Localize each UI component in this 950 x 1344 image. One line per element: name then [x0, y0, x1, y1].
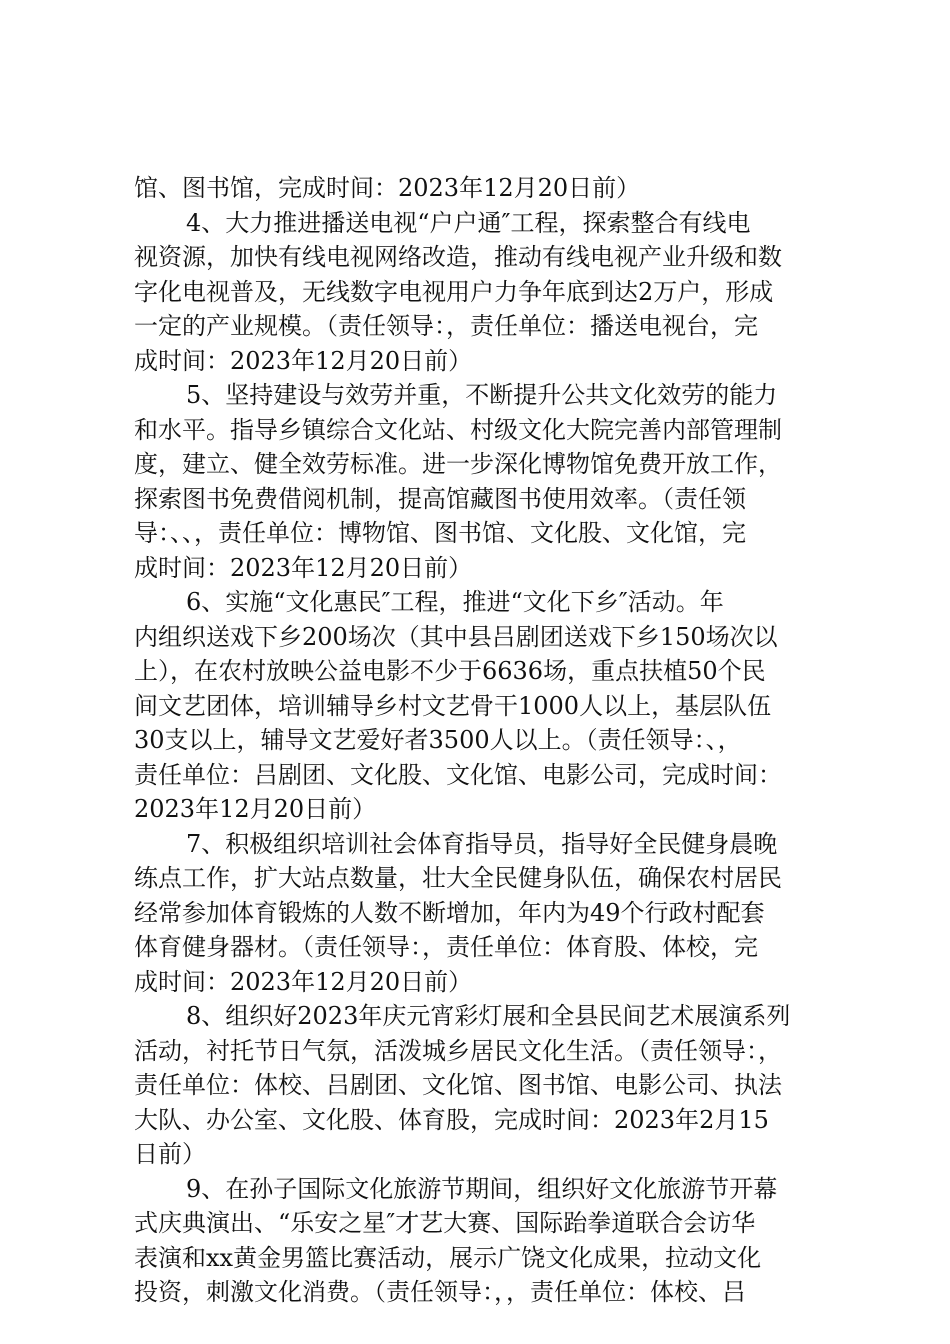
paragraph-first-line: 5、坚持建设与效劳并重，不断提升公共文化效劳的能力	[186, 381, 778, 409]
text-line: 成时间：2023年12月20日前）	[134, 553, 473, 582]
document-body	[134, 171, 834, 1310]
text-line: 间文艺团体，培训辅导乡村文艺骨干1000人以上，基层队伍	[134, 691, 772, 720]
text-line: 责任单位：体校、吕剧团、文化馆、图书馆、电影公司、执法	[134, 1071, 782, 1099]
paragraph-first-line: 9、在孙子国际文化旅游节期间，组织好文化旅游节开幕	[186, 1174, 778, 1203]
text-line: 度，建立、健全效劳标准。进一步深化博物馆免费开放工作，	[134, 450, 782, 478]
text-line: 馆、图书馆，完成时间：2023年12月20日前）	[134, 174, 641, 202]
text-line: 体育健身器材。（责任领导：，责任单位：体育股、体校，完	[134, 933, 758, 961]
text-line: 探索图书免费借阅机制，提高馆藏图书使用效率。（责任领	[134, 484, 746, 513]
text-line: 视资源，加快有线电视网络改造，推动有线电视产业升级和数	[134, 243, 782, 271]
text-line: 字化电视普及，无线数字电视用户力争年底到达2万户，形成	[134, 277, 774, 306]
text-line: 日前）	[134, 1140, 206, 1168]
text-line: 经常参加体育锻炼的人数不断增加，年内为49个行政村配套	[134, 898, 765, 927]
text-line: 30支以上，辅导文艺爱好者3500人以上。（责任领导：、，	[134, 726, 742, 754]
paragraph-first-line: 6、实施“文化惠民″工程，推进“文化下乡″活动。年	[186, 588, 724, 616]
text-line: 表演和xx黄金男篮比赛活动，展示广饶文化成果，拉动文化	[134, 1243, 762, 1272]
text-line: 投资，刺激文化消费。（责任领导：，，责任单位：体校、吕	[134, 1278, 746, 1306]
text-line: 大队、办公室、文化股、体育股，完成时间：2023年2月15	[134, 1105, 769, 1134]
text-line: 一定的产业规模。（责任领导：，责任单位：播送电视台，完	[134, 312, 758, 340]
paragraph-first-line: 4、大力推进播送电视“户户通″工程，探索整合有线电	[186, 208, 751, 237]
paragraph-first-line: 8、组织好2023年庆元宵彩灯展和全县民间艺术展演系列	[186, 1002, 791, 1030]
text-line: 式庆典演出、“乐安之星″才艺大赛、国际跆拳道联合会访华	[134, 1209, 756, 1237]
text-line: 成时间：2023年12月20日前）	[134, 967, 473, 996]
text-line: 2023年12月20日前）	[134, 795, 377, 823]
text-line: 成时间：2023年12月20日前）	[134, 346, 473, 375]
text-line: 责任单位：吕剧团、文化股、文化馆、电影公司，完成时间：	[134, 760, 782, 789]
text-line: 导：、、，责任单位：博物馆、图书馆、文化股、文化馆，完	[134, 519, 746, 547]
text-line: 上），在农村放映公益电影不少于6636场，重点扶植50个民	[134, 657, 766, 685]
text-line: 和水平。指导乡镇综合文化站、村级文化大院完善内部管理制	[134, 415, 782, 444]
paragraph-first-line: 7、积极组织培训社会体育指导员，指导好全民健身晨晚	[186, 829, 778, 858]
text-line: 练点工作，扩大站点数量，壮大全民健身队伍，确保农村居民	[134, 864, 782, 892]
text-line: 内组织送戏下乡200场次（其中县吕剧团送戏下乡150场次以	[134, 622, 778, 651]
text-line: 活动，衬托节日气氛，活泼城乡居民文化生活。（责任领导：，	[134, 1036, 782, 1065]
